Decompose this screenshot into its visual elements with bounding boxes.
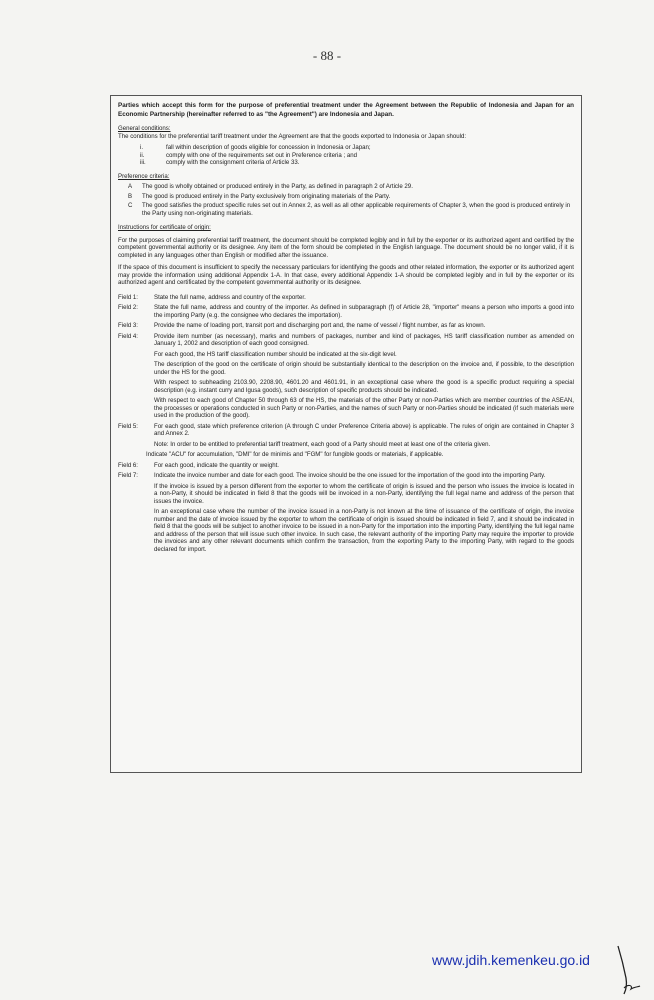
criterion-text: The good is wholly obtained or produced entirely in the Party, as defined in paragraph 2 of Article 29. (142, 183, 413, 191)
field-text: Provide the name of loading port, transit port and discharging port and, the name of vessel / flight number, as far as known. (154, 322, 486, 330)
field-text: Provide item number (as necessary), marks and numbers of packages, number and kind of packages, HS tariff classification number as amended on January 1, 2002 and description of each good consigned. (154, 332, 574, 348)
field-label: Field 2: (118, 304, 138, 312)
instructions-paragraph: For the purposes of claiming preferential tariff treatment, the document should be completed legibly and in full by the exporter or its authorized agent and certified by the competent governmental authority or its designee. Any item of the form should be completed in the English language. The document should be no longer valid, if it is completed in any languages other than English or modified after the issuance. (118, 236, 574, 259)
field-4-subheading: With respect to subheading 2103.90, 2208.90, 4601.20 and 4601.91, in an exceptional case where the good is a specific product requiring a special description (e.g. instant curry and Igusa goods), such description of specific products should be indicated. (154, 379, 574, 394)
field-label: Field 6: (118, 461, 138, 469)
form-instructions-box (110, 95, 582, 773)
field-7-non-party-invoice: If the invoice is issued by a person different from the exporter to whom the certificate of origin is issued and the person who issues the invoice is located in a non-Party, it should be indicated in field 8 that the goods will be invoiced in a non-Party, identifying the full legal name and address of the person that issues the invoice. (154, 482, 574, 505)
page-number: - 88 - (312, 48, 342, 63)
general-conditions-title: General conditions: (118, 125, 171, 132)
preference-criteria-list (128, 183, 574, 217)
field-5-indicate: Indicate "ACU" for accumulation, "DMI" for de minimis and "FGM" for fungible goods or materials, if applicable. (146, 451, 444, 459)
item-number: ii. (140, 151, 145, 159)
field-text: For each good, state which preference criterion (A through C under Preference Criteria above) is applicable. The rules of origin are contained in Chapter 3 and Annex 2. (154, 422, 574, 438)
list-item (128, 183, 574, 191)
item-text: comply with one of the requirements set out in Preference criteria ; and (166, 151, 358, 159)
list-item (140, 159, 574, 167)
general-conditions-list (140, 144, 574, 167)
preference-criteria-title: Preference criteria: (118, 172, 170, 180)
criterion-text: The good is produced entirely in the Party exclusively from originating materials of the Party. (142, 192, 391, 200)
field-4-description: The description of the good on the certificate of origin should be substantially identical to the description on the invoice and, if possible, to the description under the HS for the good. (154, 361, 574, 376)
field-text: State the full name, address and country of the exporter. (154, 293, 306, 301)
field-5 (118, 423, 574, 438)
item-text: comply with the consignment criteria of Article 33. (166, 159, 300, 167)
list-item (140, 144, 574, 152)
item-number: iii. (140, 159, 146, 167)
list-item (140, 152, 574, 160)
field-6 (118, 462, 574, 470)
field-4-hs-level: For each good, the HS tariff classification number should be indicated at the six-digit level. (154, 350, 397, 358)
criterion-letter: A (128, 183, 133, 191)
field-label: Field 3: (118, 322, 138, 330)
field-4-chapter-50-63: With respect to each good of Chapter 50 through 63 of the HS, the materials of the other Party or non-Parties which are member countries of the ASEAN, the processes or operations conducted in such Party or non-Parties, and the names of such Party or non-Parties should be indicated (if such materials were used in the production of the good). (154, 397, 574, 420)
list-item (128, 193, 574, 201)
field-text: State the full name, address and country of the importer. As defined in subparagraph (f) of Article 28, "importer" means a person who imports a good into the importing Party (e.g. the consignee who declares the importation). (154, 304, 574, 319)
instructions-title: Instructions for certificate of origin: (118, 224, 211, 232)
field-7-exceptional-case: In an exceptional case where the number of the invoice issued in a non-Party is not known at the time of issuance of the certificate of origin, the invoice number and the date of invoice issued by the exporter to whom the certificate of origin is issued should be indicated in field 7, and it should be indicated in field 8 that the goods will be subject to another invoice to be issued in a non-Party for the importation into the importing Party, identifying the full legal name and address of the person that will issue such other invoice. In such case, the relevant authority of the importing Party may require the importer to provide the invoices and any other relevant documents which confirm the transaction, from the exporting Party to the importing Party, with regard to the goods declared for import. (154, 508, 574, 553)
intro-paragraph: Parties which accept this form for the purpose of preferential treatment under the Agreement between the Republic of Indonesia and Japan for an Economic Partnership (hereinafter referred to as "the Agreement") are Indonesia and Japan. (118, 102, 574, 118)
field-label: Field 5: (118, 422, 138, 430)
field-2 (118, 304, 574, 319)
field-3 (118, 322, 574, 330)
general-conditions-text: The conditions for the preferential tariff treatment under the Agreement are that the goods exported to Indonesia or Japan should: (118, 132, 467, 140)
field-label: Field 4: (118, 332, 138, 340)
field-text: For each good, indicate the quantity or weight. (154, 461, 279, 469)
website-link[interactable]: www.jdih.kemenkeu.go.id (432, 952, 590, 968)
criterion-text: The good satisfies the product specific rules set out in Annex 2, as well as all other applicable requirements of Chapter 3, when the good is produced entirely in the Party using non-originating materials. (142, 202, 571, 217)
field-7 (118, 472, 574, 480)
handwritten-mark-icon (612, 944, 642, 996)
instructions-paragraph: If the space of this document is insufficient to specify the necessary particulars for identifying the goods and other related information, the exporter or its authorized agent may provide the information using additional Appendix 1-A. In that case, every additional Appendix 1-A should be completed legibly and in full by the exporter or its authorized agent and certificated by the competent governmental authority or its designee. (118, 264, 574, 287)
field-1 (118, 294, 574, 302)
list-item (128, 202, 574, 217)
field-text: Indicate the invoice number and date for each good. The invoice should be the one issued for the importation of the good into the importing Party. (154, 472, 546, 480)
field-label: Field 1: (118, 293, 138, 301)
criterion-letter: C (128, 202, 133, 210)
item-number: i. (140, 144, 144, 152)
item-text: fall within description of goods eligible for concession in Indonesia or Japan; (166, 144, 371, 152)
field-label: Field 7: (118, 472, 138, 480)
criterion-letter: B (128, 192, 133, 200)
field-4 (118, 333, 574, 348)
field-5-note: Note: In order to be entitled to preferential tariff treatment, each good of a Party should meet at least one of the criteria given. (154, 440, 491, 448)
